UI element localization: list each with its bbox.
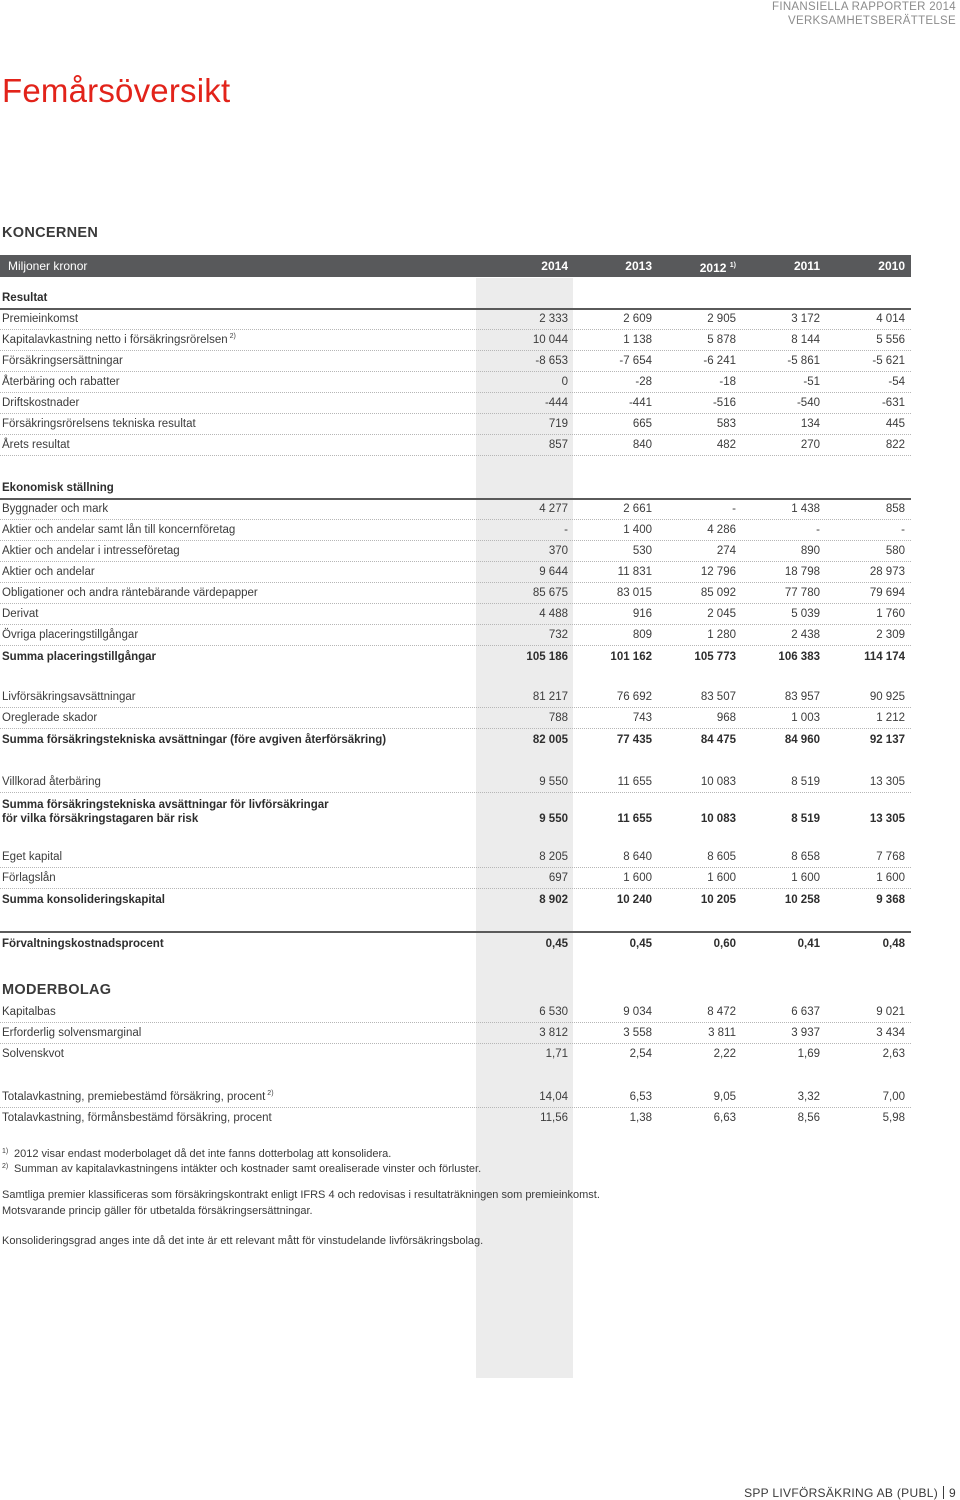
row-value: 10 258 <box>784 894 820 906</box>
row-value: 270 <box>800 439 820 451</box>
header-line-1: FINANSIELLA RAPPORTER 2014 <box>772 1 956 13</box>
row-value: 1 600 <box>623 872 652 884</box>
row-value: 0,48 <box>882 938 905 950</box>
row-value: 732 <box>548 629 568 641</box>
row-value: 76 692 <box>616 691 652 703</box>
row-value: 8 519 <box>791 776 820 788</box>
table-row <box>0 308 911 330</box>
row-value: -5 861 <box>787 355 820 367</box>
row-value: -28 <box>635 376 652 388</box>
row-value: 857 <box>548 439 568 451</box>
row-value: -540 <box>796 397 820 409</box>
row-value: 92 137 <box>869 734 905 746</box>
table-row <box>0 846 911 868</box>
row-value: 8 144 <box>791 334 820 346</box>
row-value: 1 600 <box>876 872 905 884</box>
row-value: 2 333 <box>539 313 568 325</box>
table-row <box>0 392 911 414</box>
row-value: 9 550 <box>539 813 568 825</box>
row-label: Ekonomisk ställning <box>2 482 114 494</box>
row-value: 822 <box>885 439 905 451</box>
row-value: 665 <box>632 418 652 430</box>
row-value: 743 <box>632 712 652 724</box>
row-value: 5,98 <box>882 1112 905 1124</box>
row-label: Aktier och andelar i intresseföretag <box>2 545 180 557</box>
row-value: 10 240 <box>616 894 652 906</box>
row-value: 8,56 <box>797 1112 820 1124</box>
table-row <box>0 371 911 393</box>
row-value: -6 241 <box>703 355 736 367</box>
row-label: Summa placeringstillgångar <box>2 651 157 663</box>
row-value: 79 694 <box>869 587 905 599</box>
row-value: 2,63 <box>882 1048 905 1060</box>
row-value: -444 <box>544 397 568 409</box>
row-label: Villkorad återbäring <box>2 776 101 788</box>
row-value: 3 434 <box>876 1027 905 1039</box>
row-value: 583 <box>716 418 736 430</box>
row-value: 2 609 <box>623 313 652 325</box>
row-label: Försäkringsrörelsens tekniska resultat <box>2 418 196 430</box>
row-value: 2,54 <box>629 1048 652 1060</box>
row-value: 9 034 <box>623 1006 652 1018</box>
row-value: 916 <box>632 608 652 620</box>
row-label: Driftskostnader <box>2 397 80 409</box>
year-header: 2010 <box>878 259 905 273</box>
row-value: 8 205 <box>539 851 568 863</box>
row-value: 9 021 <box>876 1006 905 1018</box>
row-label: Aktier och andelar <box>2 566 95 578</box>
row-value: 370 <box>548 545 568 557</box>
row-value: 85 092 <box>700 587 736 599</box>
row-label: Aktier och andelar samt lån till koncernföretag <box>2 524 236 536</box>
row-value: 2 045 <box>707 608 736 620</box>
row-label: Byggnader och mark <box>2 503 109 515</box>
row-value: 1 212 <box>876 712 905 724</box>
row-value: 28 973 <box>869 566 905 578</box>
row-value: 2 905 <box>707 313 736 325</box>
table-row <box>0 771 911 793</box>
row-value: 0,45 <box>629 938 652 950</box>
row-value: 0,45 <box>545 938 568 950</box>
row-value: 84 960 <box>784 734 820 746</box>
year-header: 2011 <box>793 259 820 273</box>
row-label: Erforderlig solvensmarginal <box>2 1027 142 1039</box>
row-label: Försäkringsersättningar <box>2 355 123 367</box>
row-label: Totalavkastning, premiebestämd försäkring, procent $^{2)}$ <box>2 1090 274 1103</box>
row-value: 8 658 <box>791 851 820 863</box>
row-value: 114 174 <box>864 651 905 663</box>
row-value: 7,00 <box>882 1091 905 1103</box>
row-value: -516 <box>712 397 736 409</box>
row-value: 6,53 <box>629 1091 652 1103</box>
row-value: 0,60 <box>713 938 736 950</box>
table-row <box>0 1107 911 1128</box>
row-value: 106 383 <box>778 651 820 663</box>
row-value: 8 640 <box>623 851 652 863</box>
section-title-koncernen: KONCERNEN <box>2 225 99 241</box>
row-value: 5 039 <box>791 608 820 620</box>
row-label: Totalavkastning, förmånsbestämd försäkring, procent <box>2 1112 272 1124</box>
column-header-label: Miljoner kronor <box>8 259 88 273</box>
row-value: 4 286 <box>707 524 736 536</box>
table-row <box>0 413 911 435</box>
table-row <box>0 519 911 541</box>
table-row <box>0 889 911 910</box>
row-value: 8 902 <box>539 894 568 906</box>
row-value: 3 172 <box>791 313 820 325</box>
page-footer: SPP LIVFÖRSÄKRING AB (PUBL) 9 <box>744 1486 956 1500</box>
row-value: -54 <box>888 376 905 388</box>
row-label: Förlagslån <box>2 872 56 884</box>
page-title: Femårsöversikt <box>2 72 231 109</box>
row-value: -5 621 <box>872 355 905 367</box>
row-value: 5 878 <box>707 334 736 346</box>
table-row <box>0 540 911 562</box>
row-value: 1 600 <box>791 872 820 884</box>
footnote: 1) 2012 visar endast moderbolaget då det inte fanns dotterbolag att konsolidera. <box>2 1148 392 1160</box>
row-value: 1 003 <box>791 712 820 724</box>
row-value: 134 <box>800 418 820 430</box>
row-value: 1,38 <box>629 1112 652 1124</box>
row-value: 14,04 <box>539 1091 568 1103</box>
row-value: 3,32 <box>797 1091 820 1103</box>
row-value: 11 831 <box>617 566 652 578</box>
row-value: 9,05 <box>713 1091 736 1103</box>
row-value: 10 205 <box>700 894 736 906</box>
row-label: Livförsäkringsavsättningar <box>2 691 136 703</box>
row-value: 697 <box>548 872 568 884</box>
row-value: -7 654 <box>619 355 652 367</box>
row-value: 2,22 <box>713 1048 736 1060</box>
row-label: Summa försäkringstekniska avsättningar (före avgiven återförsäkring) <box>2 734 387 746</box>
row-value: 90 925 <box>869 691 905 703</box>
row-value: 445 <box>885 418 905 430</box>
row-value: 83 507 <box>700 691 736 703</box>
table-row <box>0 603 911 625</box>
row-label: Obligationer och andra räntebärande värdepapper <box>2 587 258 599</box>
table-row <box>0 287 911 310</box>
note: Samtliga premier klassificeras som försäkringskontrakt enligt IFRS 4 och redovisas i resultaträkningen som premieinkomst. <box>2 1189 600 1201</box>
row-value: 8 605 <box>707 851 736 863</box>
row-value: 1 280 <box>707 629 736 641</box>
table-row <box>0 582 911 604</box>
row-value: 2 438 <box>791 629 820 641</box>
section-title-moderbolag: MODERBOLAG <box>2 982 112 998</box>
row-value: 3 811 <box>708 1027 736 1039</box>
row-value: 858 <box>885 503 905 515</box>
row-value: 1 600 <box>707 872 736 884</box>
row-value: 4 014 <box>876 313 905 325</box>
footnote: 2) Summan av kapitalavkastningens intäkter och kostnader samt orealiserade vinster och förluster. <box>2 1163 482 1175</box>
row-value: 11 655 <box>617 813 652 825</box>
row-value: 4 277 <box>539 503 568 515</box>
row-value: - <box>901 524 905 536</box>
row-label: Årets resultat <box>2 439 70 451</box>
row-label: Övriga placeringstillgångar <box>2 629 139 641</box>
row-value: 968 <box>716 712 736 724</box>
row-value: 84 475 <box>700 734 736 746</box>
table-row <box>0 477 911 500</box>
row-value: 1,69 <box>797 1048 820 1060</box>
table-row <box>0 329 911 351</box>
row-value: 77 780 <box>784 587 820 599</box>
table-row <box>0 1001 911 1023</box>
row-value: 77 435 <box>616 734 652 746</box>
row-label: Kapitalavkastning netto i försäkringsrörelsen $^{2)}$ <box>2 333 236 346</box>
row-label: Solvenskvot <box>2 1048 65 1060</box>
year-header: 2012 $^{1)}$ <box>699 261 736 275</box>
row-value: -51 <box>803 376 820 388</box>
row-value: 0,41 <box>797 938 820 950</box>
table-row <box>0 729 911 750</box>
table-row <box>0 498 911 520</box>
table-row <box>0 1022 911 1044</box>
row-label: Förvaltningskostnadsprocent <box>2 938 164 950</box>
row-value: 2 661 <box>623 503 652 515</box>
row-label: Summa konsolideringskapital <box>2 894 165 906</box>
table-row <box>0 1086 911 1108</box>
row-value: 12 796 <box>700 566 736 578</box>
row-value: 10 044 <box>532 334 568 346</box>
column-header-bar <box>0 255 911 277</box>
row-value: 809 <box>632 629 652 641</box>
row-value: 3 812 <box>539 1027 568 1039</box>
row-value: 840 <box>632 439 652 451</box>
row-value: 1 760 <box>876 608 905 620</box>
row-value: 8 472 <box>707 1006 736 1018</box>
row-value: 3 937 <box>791 1027 820 1039</box>
row-value: 9 644 <box>539 566 568 578</box>
row-value: 6 530 <box>539 1006 568 1018</box>
year-header: 2013 <box>625 259 652 273</box>
row-value: 6,63 <box>713 1112 736 1124</box>
table-row <box>0 931 911 954</box>
table-row <box>0 707 911 729</box>
row-value: 890 <box>800 545 820 557</box>
row-label: Oreglerade skador <box>2 712 98 724</box>
table-row <box>0 646 911 667</box>
table-row <box>0 792 911 829</box>
row-value: 580 <box>885 545 905 557</box>
table-row <box>0 624 911 646</box>
row-value: 482 <box>716 439 736 451</box>
table-row <box>0 561 911 583</box>
row-value: 11,56 <box>540 1112 568 1124</box>
row-value: 10 083 <box>700 813 736 825</box>
row-value: 274 <box>716 545 736 557</box>
row-value: 13 305 <box>869 813 905 825</box>
row-value: 4 488 <box>539 608 568 620</box>
row-value: 83 015 <box>616 587 652 599</box>
row-label: Summa försäkringstekniska avsättningar för livförsäkringar för vilka försäkringstagaren bär risk <box>2 799 329 825</box>
row-value: 530 <box>632 545 652 557</box>
row-value: 788 <box>548 712 568 724</box>
row-value: 7 768 <box>876 851 905 863</box>
row-value: 83 957 <box>784 691 820 703</box>
row-label: Kapitalbas <box>2 1006 56 1018</box>
row-value: - <box>732 503 736 515</box>
row-value: 6 637 <box>791 1006 820 1018</box>
row-value: 85 675 <box>532 587 568 599</box>
row-label: Återbäring och rabatter <box>2 376 120 388</box>
row-label: Premieinkomst <box>2 313 79 325</box>
table-row <box>0 434 911 456</box>
row-value: 105 773 <box>694 651 736 663</box>
row-value: -8 653 <box>535 355 568 367</box>
row-value: 9 550 <box>539 776 568 788</box>
row-value: 101 162 <box>610 651 652 663</box>
year-header: 2014 <box>541 259 568 273</box>
row-value: 1 138 <box>623 334 652 346</box>
row-value: 2 309 <box>876 629 905 641</box>
header-line-2: VERKSAMHETSBERÄTTELSE <box>788 15 956 27</box>
table-row <box>0 1043 911 1064</box>
row-value: 719 <box>548 418 568 430</box>
row-value: 81 217 <box>532 691 568 703</box>
row-label: Resultat <box>2 292 48 304</box>
row-value: -18 <box>719 376 736 388</box>
row-value: 0 <box>561 376 568 388</box>
row-value: - <box>564 524 568 536</box>
row-value: 10 083 <box>700 776 736 788</box>
table-row <box>0 686 911 708</box>
note: Motsvarande princip gäller för utbetalda försäkringsersättningar. <box>2 1205 313 1217</box>
row-value: 1,71 <box>545 1048 568 1060</box>
row-value: 9 368 <box>876 894 905 906</box>
row-value: 5 556 <box>876 334 905 346</box>
note: Konsolideringsgrad anges inte då det inte är ett relevant mått för vinstudelande livförsäkringsbolag. <box>2 1235 484 1247</box>
table-row <box>0 350 911 372</box>
row-value: - <box>816 524 820 536</box>
row-value: 18 798 <box>784 566 820 578</box>
row-value: 11 655 <box>617 776 652 788</box>
row-value: -441 <box>628 397 652 409</box>
row-value: 1 400 <box>623 524 652 536</box>
row-value: 82 005 <box>532 734 568 746</box>
row-value: 105 186 <box>526 651 568 663</box>
row-value: 1 438 <box>791 503 820 515</box>
row-value: 13 305 <box>869 776 905 788</box>
row-value: -631 <box>881 397 905 409</box>
row-value: 3 558 <box>623 1027 652 1039</box>
row-label: Derivat <box>2 608 39 620</box>
row-value: 8 519 <box>791 813 820 825</box>
table-row <box>0 867 911 889</box>
row-label: Eget kapital <box>2 851 63 863</box>
